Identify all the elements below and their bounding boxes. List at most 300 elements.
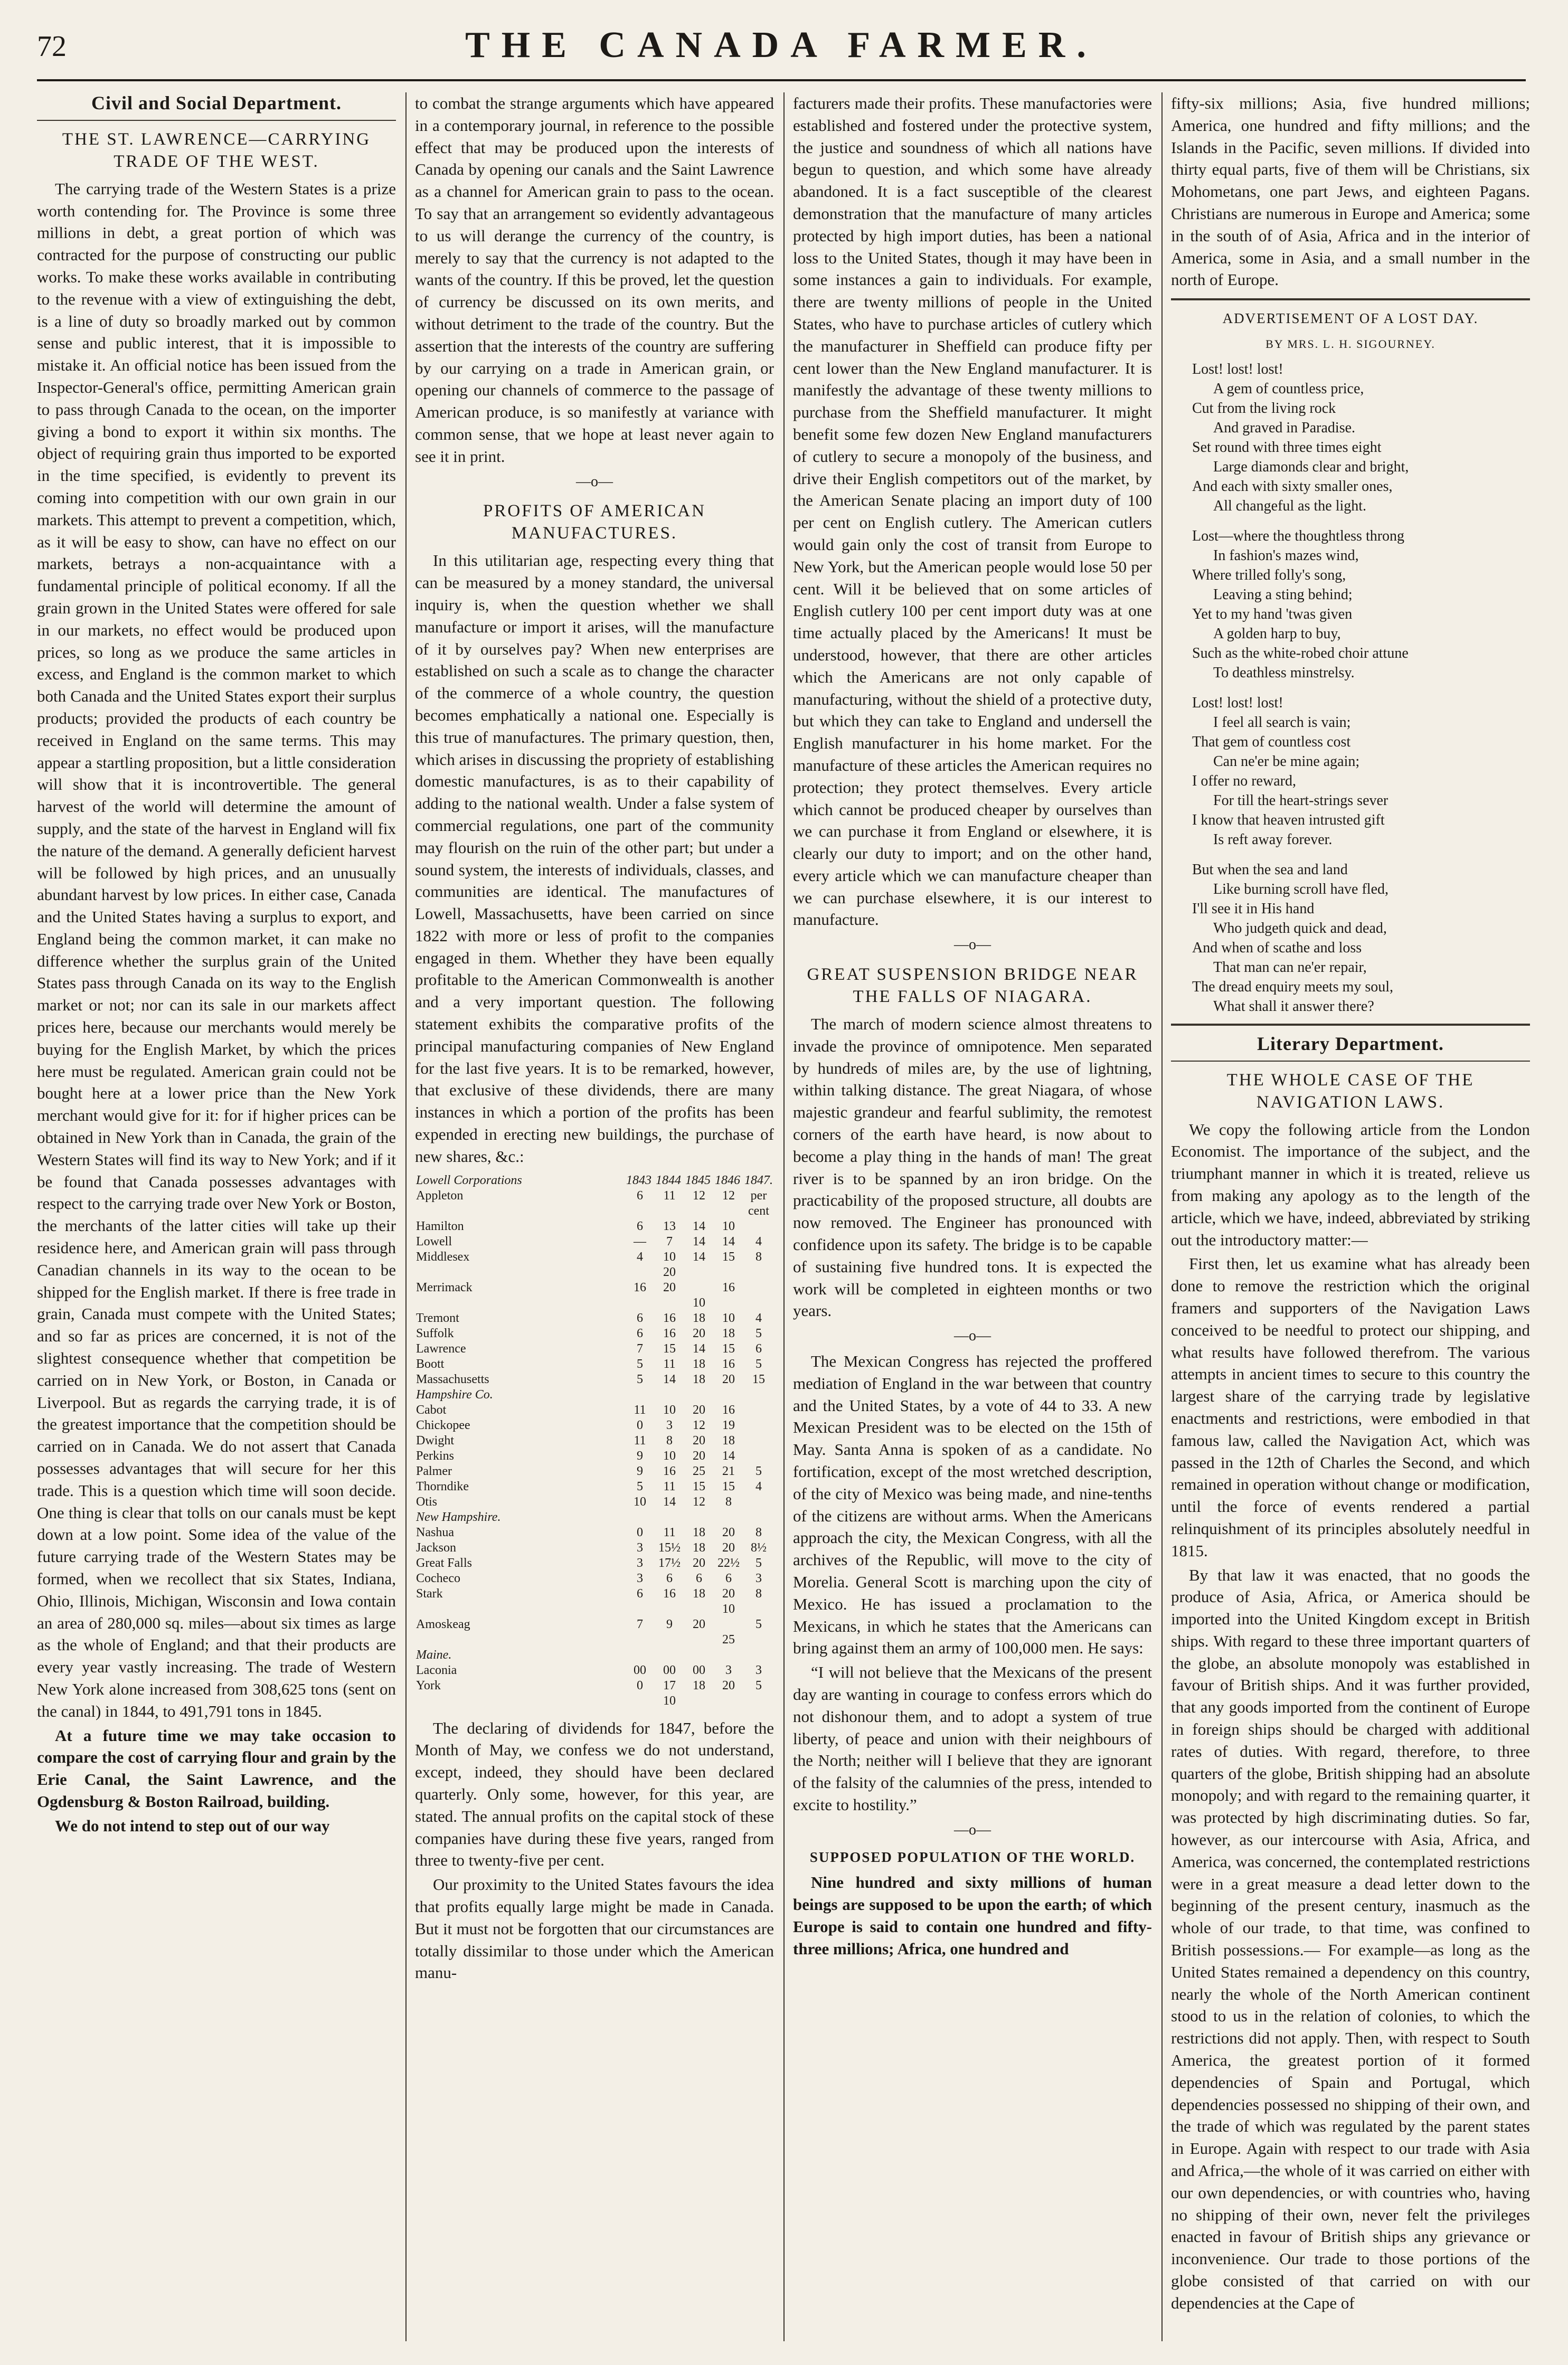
masthead: THE CANADA FARMER.: [465, 25, 1098, 65]
table-cell-value: [743, 1494, 774, 1510]
table-cell-value: 9: [637, 1449, 643, 1463]
paragraph: to combat the strange arguments which have appeared in a contemporary journal, in reference to the possible effect that may be produced upon the interests of Canada by opening our canals and the Saint Lawrence as a channel for American grain to pass to the ocean. To say that an arrangement so evidently advantageous to us will derange the currency of the country, is merely to say that the currency is not adapted to the wants of the country. If this be proved, let the question of currency be discussed on its own merits, and without detriment to the trade of the country. But the assertion that the interests of the country are suffering by our carrying on a trade in American grain, or opening our channels of commerce to the passage of American produce, is so manifestly at variance with common sense, that we hope at least never again to see it in print.: [415, 94, 774, 466]
table-cell-value: [743, 1602, 774, 1617]
table-cell-value: [684, 1280, 714, 1295]
poem-line: Is reft away forever.: [1213, 831, 1333, 848]
table-cell-company: Massachusetts: [416, 1372, 489, 1386]
poem-byline: BY MRS. L. H. SIGOURNEY.: [1265, 337, 1435, 351]
table-cell-value: [743, 1632, 774, 1648]
table-row: [415, 1571, 774, 1586]
column-rule: [405, 92, 407, 2341]
table-cell-value: 6: [696, 1571, 702, 1585]
table-cell-company: Palmer: [416, 1464, 452, 1478]
table-cell-value: 12: [693, 1494, 705, 1509]
poem-line: Yet to my hand 'twas given: [1192, 606, 1353, 622]
table-cell-value: 20: [693, 1326, 705, 1340]
table-row: [415, 1280, 774, 1295]
table-row: [415, 1326, 774, 1341]
table-row: [415, 1617, 774, 1632]
table-row: [415, 1387, 774, 1403]
poem-line: Cut from the living rock: [1192, 400, 1336, 417]
table-cell-company: Dwight: [416, 1433, 454, 1448]
table-cell-value: 0: [637, 1525, 643, 1539]
dividends-table: [415, 1173, 774, 1709]
table-row: [415, 1510, 774, 1525]
table-cell-company: Laconia: [416, 1663, 457, 1677]
table-cell-value: [625, 1295, 655, 1311]
table-cell-company: Merrimack: [416, 1280, 473, 1294]
table-cell-value: [684, 1387, 714, 1403]
table-cell-value: 9: [637, 1464, 643, 1478]
table-row: [415, 1494, 774, 1510]
table-cell-value: 4: [637, 1250, 643, 1264]
table-cell-value: 20: [663, 1265, 676, 1279]
table-cell-value: 5: [755, 1678, 762, 1692]
table-cell-value: 15: [752, 1372, 765, 1386]
column-4: [1171, 92, 1530, 2341]
table-cell-value: 4: [755, 1479, 762, 1493]
table-cell-value: [743, 1648, 774, 1663]
table-cell-value: 3: [666, 1418, 673, 1432]
table-cell-value: 0: [637, 1418, 643, 1432]
table-header-year: 1846: [715, 1173, 740, 1187]
table-cell-value: 3: [755, 1663, 762, 1677]
table-cell-company: Chickopee: [416, 1418, 470, 1432]
table-cell-value: 10: [722, 1219, 735, 1233]
poem-line: Where trilled folly's song,: [1192, 566, 1346, 583]
table-cell-company: Amoskeag: [416, 1617, 470, 1631]
poem-line: Can ne'er be mine again;: [1213, 753, 1360, 770]
stanza-gap: [1192, 516, 1530, 526]
table-cell-value: 20: [722, 1372, 735, 1386]
poem-line: And each with sixty smaller ones,: [1192, 478, 1393, 495]
table-cell-value: [655, 1295, 684, 1311]
table-cell-value: 6: [637, 1219, 643, 1233]
table-header-row: [415, 1173, 774, 1188]
table-row: [415, 1540, 774, 1556]
table-cell-value: 15½: [658, 1540, 681, 1555]
table-cell-value: 5: [637, 1372, 643, 1386]
table-cell-value: 20: [693, 1449, 705, 1463]
table-cell-value: 11: [634, 1403, 646, 1417]
table-cell-value: 8½: [751, 1540, 767, 1555]
table-cell-company: Boott: [416, 1357, 445, 1371]
poem-line: That gem of countless cost: [1192, 733, 1351, 750]
table-cell-value: 15: [663, 1341, 676, 1356]
table-row: [415, 1311, 774, 1326]
page-number: 72: [37, 30, 67, 63]
table-cell-value: per cent: [748, 1188, 769, 1218]
table-cell-company: Cabot: [416, 1403, 447, 1417]
table-cell-value: 16: [634, 1280, 646, 1294]
table-cell-value: 8: [755, 1250, 762, 1264]
paragraph: First then, let us examine what has already been done to remove the restriction which the original framers and supporters of the Navigation Laws conceived to be needful to protect our shipping, and what results have followed therefrom. The various attempts in ancient times to secure to this country the largest share of the carrying trade by legislative enactments and restrictions, were embodied in that famous law, called the Navigation Act, which was passed in the 12th of Charles the Second, and which remained in operation without change or modification, until the force of events rendered a partial relinquishment of its principles absolutely needful in 1815.: [1171, 1254, 1530, 1560]
quotation: “I will not believe that the Mexicans of the present day are wanting in courage to confess errors which do not dishonour them, and to adopt a system of true liberty, of peace and union with their neighbours of the North; neither will I believe that they are ignorant of the falsity of the calumnies of the press, intended to excite to hostility.”: [793, 1663, 1152, 1814]
table-cell-value: 3: [755, 1571, 762, 1585]
table-cell-value: [714, 1648, 743, 1663]
table-row: [415, 1433, 774, 1449]
paragraph: The Mexican Congress has rejected the proffered mediation of England in the war between that country and the United States, by a vote of 44 to 33. A new Mexican President was to be elected on the 15th of May. Santa Anna is spoken of as a candidate. No fortification, except of the most wretched description, of the city of Mexico was being made, and nine-tenths of the citizens are without arms. When the Americans approach the city, the Mexican Congress, with all the archives of the Republic, will move to the city of Morelia. General Scott is marching upon the city of Mexico. He has issued a proclamation to the Mexicans, in which he states that the Americans can bring against them an army of 100,000 men. He says:: [793, 1352, 1152, 1658]
table-row: [415, 1586, 774, 1602]
table-cell-value: [743, 1403, 774, 1418]
table-row: [415, 1341, 774, 1357]
divider-rule: [37, 120, 396, 121]
table-row: [415, 1234, 774, 1250]
table-cell-value: 19: [722, 1418, 735, 1432]
table-cell-value: [743, 1510, 774, 1525]
table-cell-value: 10: [693, 1295, 705, 1310]
table-cell-value: 14: [663, 1494, 676, 1509]
table-cell-value: 15: [722, 1479, 735, 1493]
table-cell-value: 15: [722, 1250, 735, 1264]
table-row: [415, 1648, 774, 1663]
table-cell-value: 25: [722, 1632, 735, 1647]
table-cell-value: 18: [693, 1586, 705, 1601]
table-cell-value: [625, 1694, 655, 1709]
table-cell-value: 10: [722, 1602, 735, 1616]
table-row: [415, 1663, 774, 1678]
poem-line: And when of scathe and loss: [1192, 939, 1362, 956]
table-cell-value: [714, 1617, 743, 1632]
table-cell-value: 16: [663, 1464, 676, 1478]
table-cell-value: [625, 1648, 655, 1663]
dept-heading-civil: Civil and Social Department.: [91, 92, 342, 113]
table-cell-value: 18: [693, 1357, 705, 1371]
poem-line: For till the heart-strings sever: [1213, 792, 1388, 809]
table-cell-value: 14: [663, 1372, 676, 1386]
stanza-gap: [1192, 683, 1530, 693]
table-row: [415, 1525, 774, 1540]
poem-line: Set round with three times eight: [1192, 439, 1382, 456]
poem-line: But when the sea and land: [1192, 861, 1348, 878]
table-cell-value: 16: [722, 1357, 735, 1371]
table-cell-company: Hampshire Co.: [416, 1387, 493, 1402]
table-cell-value: 22½: [717, 1556, 740, 1570]
table-cell-value: 16: [663, 1311, 676, 1325]
table-cell-value: [684, 1602, 714, 1617]
table-cell-value: 11: [663, 1479, 676, 1493]
stanza-gap: [1192, 849, 1530, 860]
table-cell-value: 3: [637, 1571, 643, 1585]
divider-rule: [1171, 1061, 1530, 1062]
table-cell-value: [714, 1510, 743, 1525]
table-cell-value: 8: [725, 1494, 732, 1509]
table-cell-value: 8: [755, 1586, 762, 1601]
table-cell-value: [684, 1632, 714, 1648]
column-2: [415, 92, 774, 2341]
poem-line: In fashion's mazes wind,: [1213, 547, 1359, 564]
section-divider: —o—: [954, 936, 991, 953]
table-cell-value: [743, 1387, 774, 1403]
table-cell-value: 20: [722, 1540, 735, 1555]
table-cell-value: 00: [663, 1663, 676, 1677]
table-cell-value: [625, 1510, 655, 1525]
table-cell-value: 20: [693, 1556, 705, 1570]
table-cell-value: 9: [666, 1617, 673, 1631]
table-cell-value: 6: [637, 1311, 643, 1325]
table-row: [415, 1357, 774, 1372]
table-cell-value: [684, 1694, 714, 1709]
poem-line: Such as the white-robed choir attune: [1192, 645, 1409, 661]
section-divider: —o—: [954, 1328, 991, 1345]
poem-line: A gem of countless price,: [1213, 380, 1364, 397]
table-cell-value: 17½: [658, 1556, 681, 1570]
table-cell-value: 3: [637, 1556, 643, 1570]
section-divider: —o—: [576, 473, 613, 490]
table-cell-value: [655, 1387, 684, 1403]
paragraph: Our proximity to the United States favours the idea that profits equally large might be made in Canada. But it must not be forgotten that our circumstances are totally dissimilar to those under which the American manu-: [415, 1875, 774, 1982]
table-cell-value: [743, 1694, 774, 1709]
divider-rule: [1171, 298, 1530, 300]
table-cell-value: 8: [755, 1525, 762, 1539]
table-row: [415, 1372, 774, 1387]
table-cell-company: Lawrence: [416, 1341, 466, 1356]
columns: [37, 92, 1531, 2341]
table-cell-value: 6: [666, 1571, 673, 1585]
table-row: [415, 1694, 774, 1709]
table-cell-value: 16: [722, 1403, 735, 1417]
table-cell-value: 15: [722, 1341, 735, 1356]
paragraph: fifty-six millions; Asia, five hundred millions; America, one hundred and fifty millions; and the Islands in the Pacific, seven millions. If divided into thirty equal parts, five of them will be Christians, six Mohometans, one part Jews, and eighteen Pagans. Christians are numerous in Europe and America; some in the south of of Asia, Africa and in the interior of America, some in Asia, and a small number in the north of Europe.: [1171, 94, 1530, 289]
table-row: [415, 1479, 774, 1494]
table-cell-value: [714, 1295, 743, 1311]
table-cell-value: 21: [722, 1464, 735, 1478]
poem-line: Lost—where the thoughtless throng: [1192, 527, 1405, 544]
table-cell-value: 11: [663, 1357, 676, 1371]
column-rule: [783, 92, 785, 2341]
table-row: [415, 1678, 774, 1694]
paragraph: The march of modern science almost threatens to invade the province of omnipotence. Men separated by hundreds of miles are, by the use of lightning, within talking distance. The great Niagara, of whose majestic grandeur and fearful sublimity, the remotest corners of the earth have heard, is now about to become a play thing in the hands of man! The great river is to be spanned by an iron bridge. On the practicability of the proposed structure, all doubts are now removed. The Engineer has pronounced with confidence upon its safety. The bridge is to be capable of sustaining five hundred tons. It is expected the work will be completed in eighteen months or two years.: [793, 1015, 1152, 1320]
table-cell-value: 6: [755, 1341, 762, 1356]
poem-line: All changeful as the light.: [1213, 497, 1367, 514]
table-cell-value: 7: [637, 1341, 643, 1356]
table-cell-value: 4: [755, 1234, 762, 1248]
table-cell-value: [714, 1265, 743, 1280]
table-cell-company: [415, 1694, 625, 1709]
table-row: [415, 1602, 774, 1617]
poem-line: Large diamonds clear and bright,: [1213, 458, 1409, 475]
table-cell-value: 18: [693, 1311, 705, 1325]
table-cell-company: Great Falls: [416, 1556, 472, 1570]
table-cell-value: 18: [693, 1678, 705, 1692]
dept-heading-literary: Literary Department.: [1257, 1033, 1444, 1054]
table-cell-value: 10: [663, 1694, 676, 1708]
table-row: [415, 1250, 774, 1265]
table-cell-value: 5: [755, 1556, 762, 1570]
table-cell-value: [655, 1510, 684, 1525]
table-cell-value: 16: [722, 1280, 735, 1294]
table-cell-value: [655, 1602, 684, 1617]
column-1: [37, 92, 396, 2341]
table-cell-value: 16: [663, 1326, 676, 1340]
table-cell-value: 25: [693, 1464, 705, 1478]
article-title-profits: PROFITS OF AMERICAN MANUFACTURES.: [483, 502, 706, 543]
poem-line: I feel all search is vain;: [1213, 714, 1351, 731]
table-cell-company: Jackson: [416, 1540, 456, 1555]
table-cell-value: [743, 1295, 774, 1311]
table-cell-value: 5: [755, 1464, 762, 1478]
table-cell-company: Nashua: [416, 1525, 454, 1539]
paragraph: At a future time we may take occasion to compare the cost of carrying flour and grain by the Erie Canal, the Saint Lawrence, and the Ogdensburg & Boston Railroad, building.: [37, 1726, 396, 1811]
table-cell-value: 20: [693, 1403, 705, 1417]
article-title-population: SUPPOSED POPULATION OF THE WORLD.: [809, 1849, 1136, 1865]
paragraph: We do not intend to step out of our way: [55, 1816, 330, 1835]
paragraph: In this utilitarian age, respecting every thing that can be measured by a money standard, the universal inquiry is, when the question whether we shall manufacture or import it arises, will the manufacture of it by ourselves pay? When new enterprises are established on such a scale as to change the character of the commerce of a whole country, the question becomes emphatically a national one. Especially is this true of manufactures. The primary question, then, which arises in discussing the propriety of establishing domestic manufactures, is as to their capability of adding to the national wealth. Under a false system of commercial regulations, one part of the community may flourish on the ruin of the other part; but under a sound system, the interests of individuals, classes, and communities are identical. The manufactures of Lowell, Massachusetts, have been carried on since 1822 with more or less of profit to the companies engaged in them. Whether they have been equally profitable to the American Commonwealth is another and a very important question. The following statement exhibits the comparative profits of the principal manufacturing companies of New England for the last five years. It is to be remarked, however, that exclusive of these dividends, there are many instances in which a portion of the profits has been expended in erecting new buildings, the purchase of new shares, &c.:: [415, 551, 774, 1166]
article-title-st-lawrence: THE ST. LAWRENCE—CARRYING TRADE OF THE WEST.: [62, 129, 371, 171]
table-cell-value: —: [634, 1234, 646, 1248]
poem-line: I know that heaven intrusted gift: [1192, 811, 1385, 828]
poem-line: To deathless minstrelsy.: [1213, 664, 1355, 681]
poem-line: A golden harp to buy,: [1213, 625, 1341, 642]
table-header-name: Lowell Corporations: [416, 1173, 522, 1187]
table-cell-value: 7: [637, 1617, 643, 1631]
table-cell-value: 3: [637, 1540, 643, 1555]
table-cell-company: [415, 1265, 625, 1280]
poem-line: Like burning scroll have fled,: [1213, 881, 1389, 897]
table-cell-value: 14: [693, 1234, 705, 1248]
table-cell-company: Suffolk: [416, 1326, 454, 1340]
table-cell-company: Hamilton: [416, 1219, 464, 1233]
table-cell-value: 10: [722, 1311, 735, 1325]
table-cell-value: 20: [693, 1433, 705, 1448]
poem-line: I offer no reward,: [1192, 772, 1296, 789]
table-cell-value: 10: [663, 1403, 676, 1417]
table-cell-value: 20: [722, 1586, 735, 1601]
table-cell-value: 18: [722, 1326, 735, 1340]
table-cell-value: [625, 1602, 655, 1617]
table-cell-value: 3: [725, 1663, 732, 1677]
poem-line: And graved in Paradise.: [1213, 419, 1356, 436]
table-cell-value: 6: [637, 1586, 643, 1601]
table-cell-value: 18: [693, 1525, 705, 1539]
table-cell-value: 11: [663, 1188, 676, 1203]
table-cell-value: [625, 1265, 655, 1280]
table-cell-value: 0: [637, 1678, 643, 1692]
table-row: [415, 1418, 774, 1433]
paragraph: By that law it was enacted, that no goods the produce of Asia, Africa, or America should be imported into the United Kingdom except in British ships. With regard to these three important quarters of the globe, an absolute monopoly was established in favour of British ships. And it was further provided, that any goods imported from the continent of Europe in foreign ships should be charged with additional rates of duties. With regard, therefore, to three quarters of the globe, British shipping had an absolute monopoly; and with regard to the remaining quarter, it was protected by high discriminating duties. So far, however, as our intercourse with Asia, Africa, and America, was concerned, the contemplated restrictions were in a great measure a dead letter down to the beginning of the present century, inasmuch as the whole of our trade, to that time, was confined to British possessions.— For example—as long as the United States remained a dependency on this country, nearly the whole of the North American continent stood to us in the relation of colonies, to which the restrictions did not apply. Then, with respect to South America, the greatest portion of it formed dependencies of Spain and Portugal, which dependencies possessed no shipping of their own, and the trade of which was regulated by the parent states in Europe. Again with respect to our trade with Asia and Africa,—the whole of it was carried on either with our own dependencies, or with countries who, having no shipping of their own, never felt the privileges enacted in favour of British ships any grievance or inconvenience. Our trade to those portions of the globe consisted of that carried on with our dependencies at the Cape of: [1171, 1565, 1530, 2312]
table-cell-value: 5: [755, 1357, 762, 1371]
column-3: [793, 92, 1152, 2341]
table-cell-value: 15: [693, 1479, 705, 1493]
table-cell-company: [415, 1602, 625, 1617]
divider-rule: [1171, 1024, 1530, 1026]
table-cell-value: [684, 1648, 714, 1663]
table-cell-company: Lowell: [416, 1234, 452, 1248]
table-cell-value: 13: [663, 1219, 676, 1233]
table-cell-value: 10: [663, 1250, 676, 1264]
table-cell-value: 14: [693, 1219, 705, 1233]
table-cell-value: 18: [693, 1540, 705, 1555]
table-header-year: 1843: [626, 1173, 651, 1187]
table-cell-value: [743, 1280, 774, 1295]
table-cell-value: [655, 1648, 684, 1663]
table-cell-value: 18: [722, 1433, 735, 1448]
poem-line: Who judgeth quick and dead,: [1213, 920, 1387, 936]
table-row: [415, 1403, 774, 1418]
table-cell-value: 6: [725, 1571, 732, 1585]
table-cell-value: 11: [634, 1433, 646, 1448]
table-cell-value: 5: [755, 1617, 762, 1631]
poem: [1192, 360, 1530, 1016]
table-cell-company: Tremont: [416, 1311, 459, 1325]
table-cell-value: [625, 1632, 655, 1648]
table-cell-value: 20: [663, 1280, 676, 1294]
table-cell-value: 12: [693, 1418, 705, 1432]
table-cell-value: 12: [722, 1188, 735, 1203]
table-row: [415, 1464, 774, 1479]
table-cell-value: 00: [693, 1663, 705, 1677]
table-body: [415, 1188, 774, 1709]
table-cell-value: 20: [722, 1678, 735, 1692]
table-header-year: 1844: [656, 1173, 681, 1187]
table-cell-value: 00: [634, 1663, 646, 1677]
article-title-bridge: GREAT SUSPENSION BRIDGE NEAR THE FALLS OF NIAGARA.: [807, 965, 1138, 1007]
table-cell-value: [743, 1418, 774, 1433]
table-cell-value: 6: [637, 1326, 643, 1340]
paragraph: The declaring of dividends for 1847, before the Month of May, we confess we do not understand, except, indeed, they should have been declared quarterly. Only some, however, for this year, are stated. The annual profits on the capital stock of these companies have during these five years, ranged from three to twenty-five per cent.: [415, 1718, 774, 1870]
article-title-navigation: THE WHOLE CASE OF THE NAVIGATION LAWS.: [1226, 1070, 1475, 1112]
table-cell-company: [415, 1632, 625, 1648]
table-cell-value: 6: [637, 1188, 643, 1203]
table-cell-value: 11: [663, 1525, 676, 1539]
table-cell-company: Perkins: [416, 1449, 454, 1463]
table-cell-value: 14: [693, 1250, 705, 1264]
page-header: [37, 21, 1526, 81]
table-cell-value: 14: [693, 1341, 705, 1356]
table-row: [415, 1265, 774, 1280]
table-cell-value: 8: [666, 1433, 673, 1448]
column-rule: [1161, 92, 1163, 2341]
table-cell-company: Maine.: [416, 1648, 452, 1662]
table-cell-value: [743, 1449, 774, 1464]
poem-line: I'll see it in His hand: [1192, 900, 1315, 917]
table-cell-value: 4: [755, 1311, 762, 1325]
table-cell-value: 10: [634, 1494, 646, 1509]
table-row: [415, 1188, 774, 1219]
table-cell-value: [714, 1387, 743, 1403]
poem-line: That man can ne'er repair,: [1213, 959, 1367, 976]
table-cell-company: New Hampshire.: [416, 1510, 501, 1524]
table-cell-value: 14: [722, 1234, 735, 1248]
table-row: [415, 1556, 774, 1571]
paragraph: We copy the following article from the London Economist. The importance of the subject, and the triumphant manner in which it is treated, relieve us from making any apology as to the length of the article, which we have, indeed, abbreviated by striking out the introductory matter:—: [1171, 1120, 1530, 1249]
poem-line: What shall it answer there?: [1213, 998, 1374, 1015]
table-row: [415, 1632, 774, 1648]
table-cell-value: 7: [666, 1234, 673, 1248]
table-cell-company: Otis: [416, 1494, 438, 1509]
table-cell-company: [415, 1295, 625, 1311]
table-cell-value: 20: [722, 1525, 735, 1539]
table-cell-value: 20: [693, 1617, 705, 1631]
table-cell-value: 17: [663, 1678, 676, 1692]
poem-title: ADVERTISEMENT OF A LOST DAY.: [1222, 310, 1479, 327]
table-cell-value: [625, 1387, 655, 1403]
table-cell-company: Thorndike: [416, 1479, 469, 1493]
poem-line: The dread enquiry meets my soul,: [1192, 978, 1394, 995]
table-cell-value: 5: [637, 1357, 643, 1371]
table-cell-value: 16: [663, 1586, 676, 1601]
table-cell-company: Cocheco: [416, 1571, 460, 1585]
table-cell-value: 12: [693, 1188, 705, 1203]
table-cell-company: Appleton: [416, 1188, 464, 1203]
table-cell-value: 14: [722, 1449, 735, 1463]
table-cell-value: [684, 1265, 714, 1280]
table-cell-value: [684, 1510, 714, 1525]
table-row: [415, 1449, 774, 1464]
table-cell-value: [743, 1219, 774, 1234]
section-divider: —o—: [954, 1821, 991, 1838]
table-cell-value: 10: [663, 1449, 676, 1463]
